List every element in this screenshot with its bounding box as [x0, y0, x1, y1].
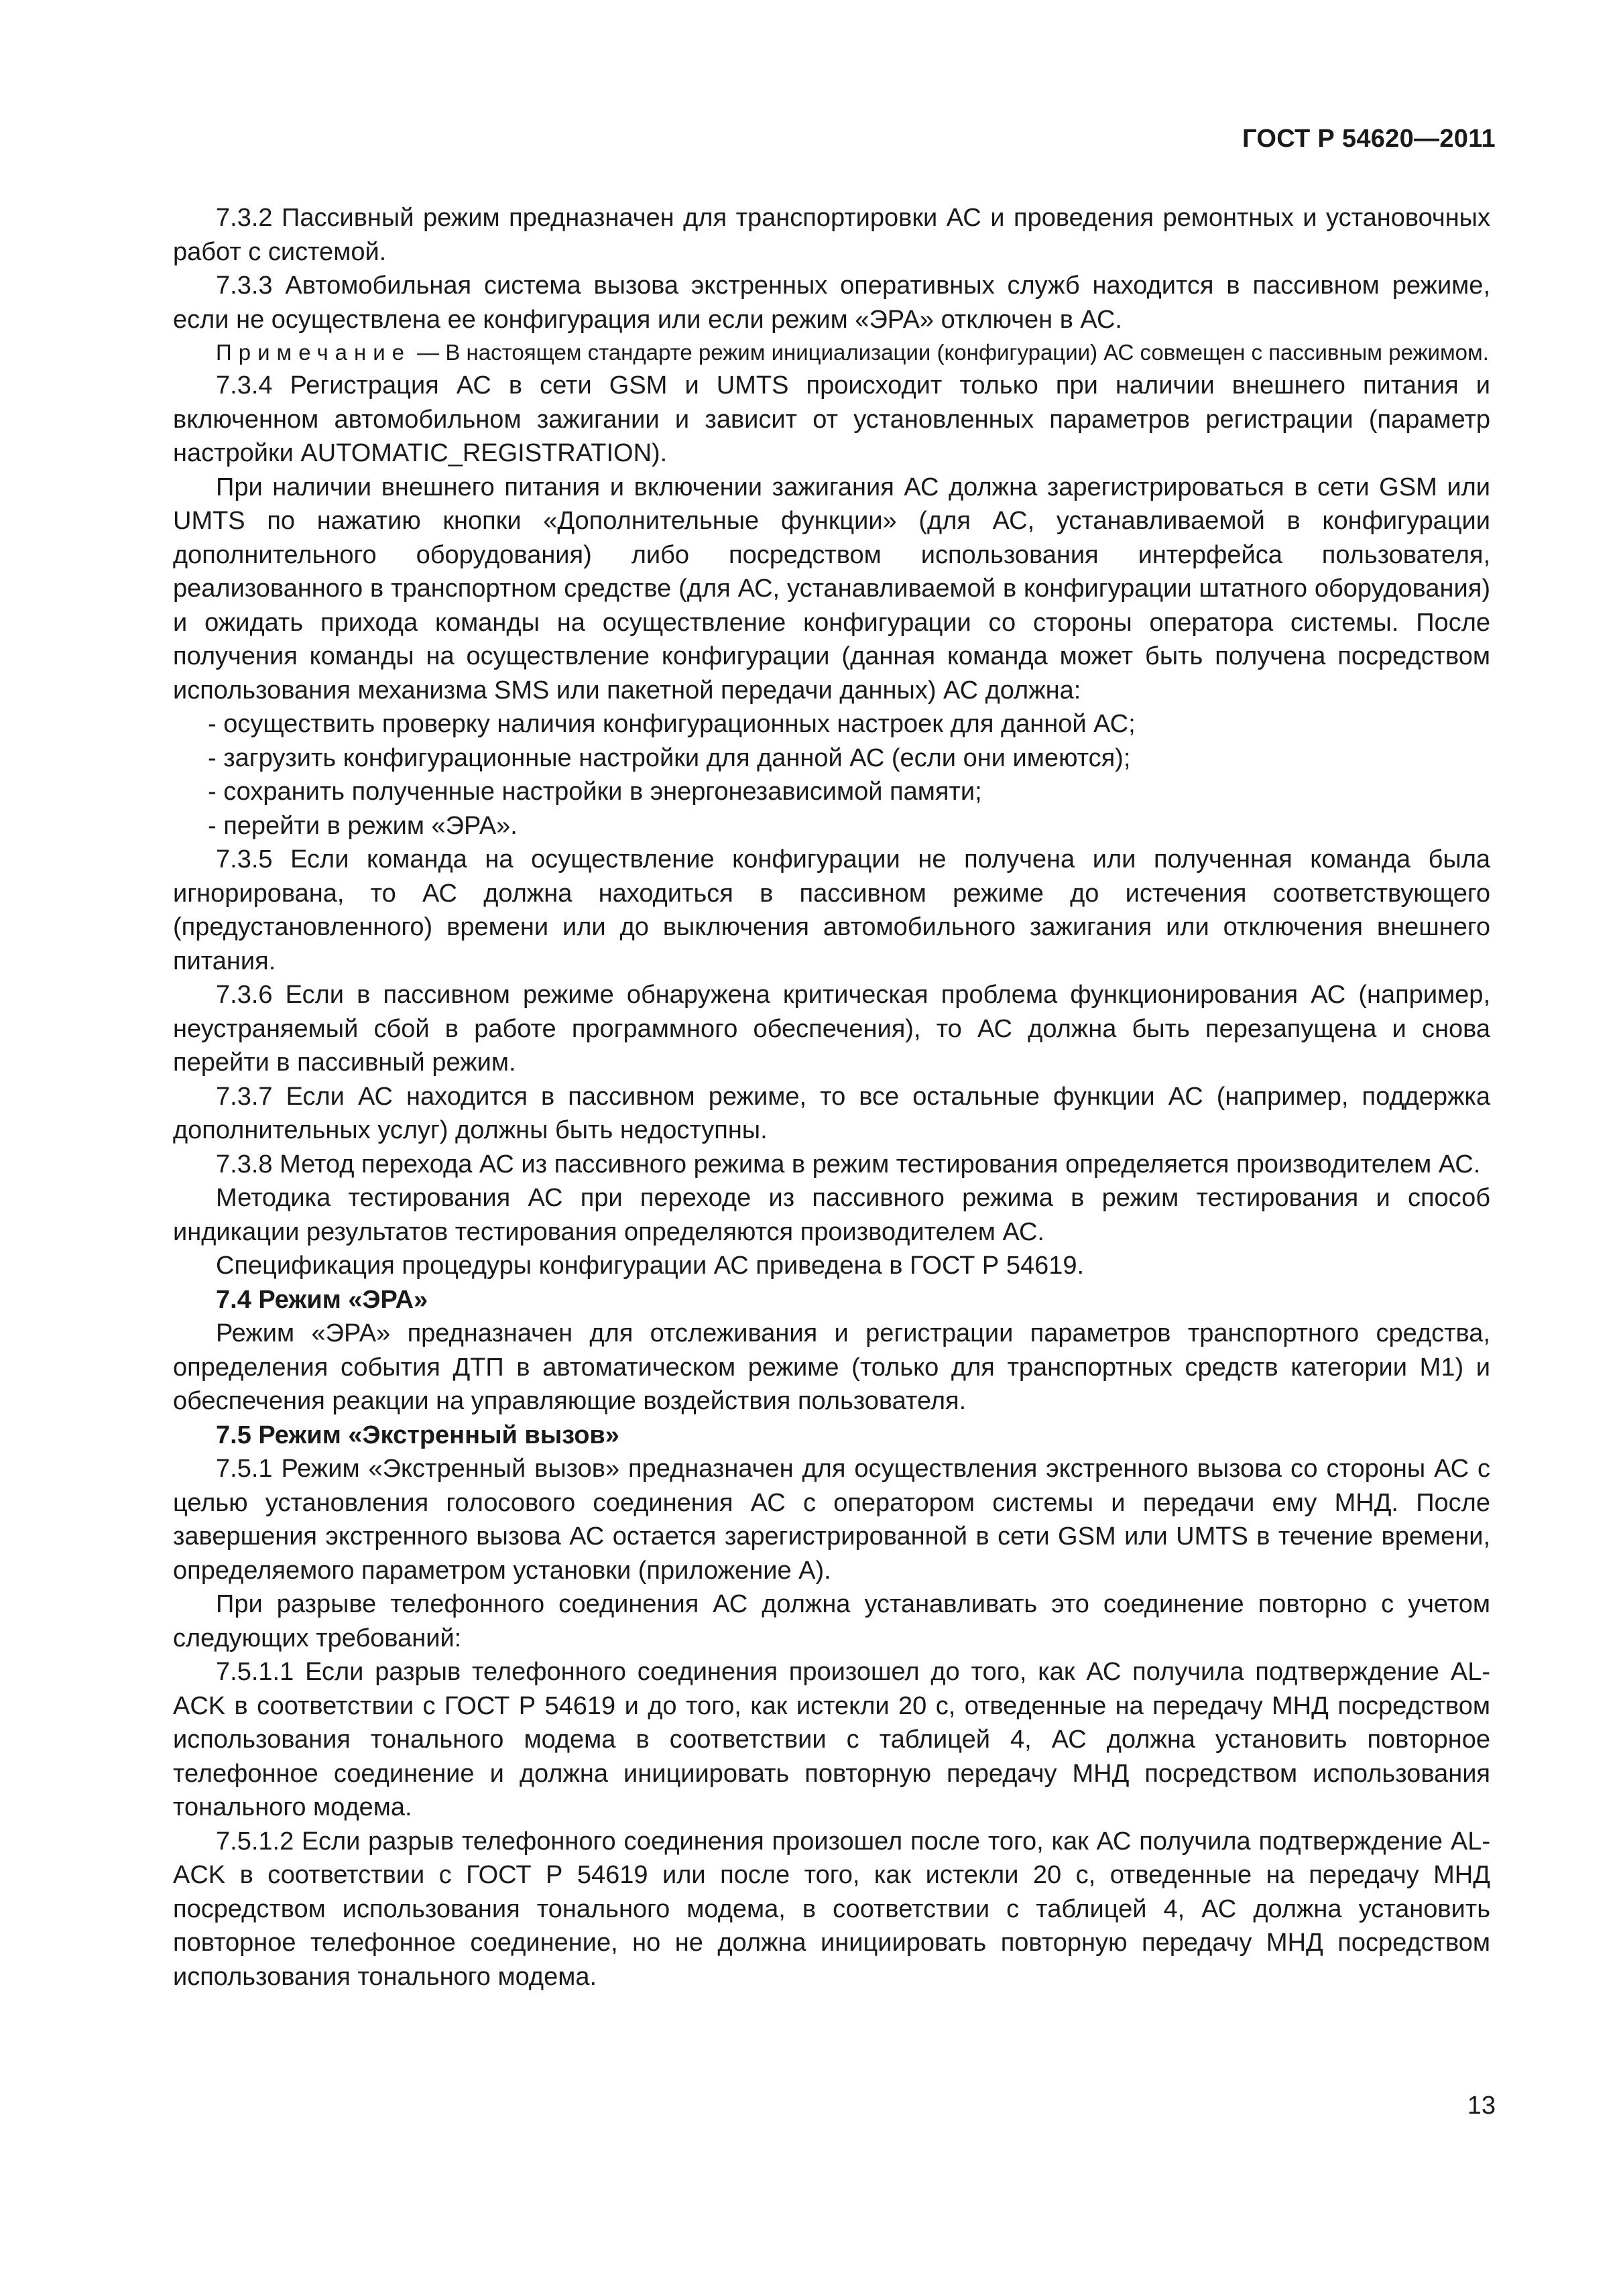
page-body — [173, 201, 1490, 1994]
paragraph-configuration-spec: Спецификация процедуры конфигурации АС приведена в ГОСТ Р 54619. — [216, 1252, 1085, 1280]
note-label: Примечание — [216, 340, 412, 365]
list-item: - сохранить полученные настройки в энергонезависимой памяти; — [208, 778, 982, 806]
paragraph-7-3-8: 7.3.8 Метод перехода АС из пассивного режима в режим тестирования определяется производителем АС. — [216, 1150, 1481, 1179]
paragraph-7-3-3: 7.3.3 Автомобильная система вызова экстренных оперативных служб находится в пассивном режиме, если не осуществлена ее конфигурация или если режим «ЭРА» отключен в АС. — [173, 271, 1490, 334]
paragraph-7-3-2: 7.3.2 Пассивный режим предназначен для транспортировки АС и проведения ремонтных и установочных работ с системой. — [173, 204, 1490, 266]
paragraph-connection-break: При разрыве телефонного соединения АС должна устанавливать это соединение повторно с учетом следующих требований: — [173, 1590, 1490, 1652]
paragraph-7-5-1-2: 7.5.1.2 Если разрыв телефонного соединения произошел после того, как АС получила подтверждение AL-ACK в соответствии с ГОСТ Р 54619 или после того, как истекли 20 с, отведенные на передачу МНД посредством использования тонального модема, в соответствии с таблицей 4, АС должна установить повторное телефонное соединение, но не должна инициировать повторную передачу МНД посредством использования тонального модема. — [173, 1827, 1490, 1991]
paragraph-7-3-6: 7.3.6 Если в пассивном режиме обнаружена критическая проблема функционирования АС (например, неустраняемый сбой в работе программного обеспечения), то АС должна быть перезапущена и снова перейти в пассивный режим. — [173, 981, 1490, 1077]
list-item: - перейти в режим «ЭРА». — [208, 811, 518, 840]
note — [173, 337, 1490, 369]
note-text: — В настоящем стандарте режим инициализации (конфигурации) АС совмещен с пассивным режимом. — [411, 340, 1489, 365]
page-number: 13 — [1467, 2092, 1496, 2120]
paragraph-7-3-7: 7.3.7 Если АС находится в пассивном режиме, то все остальные функции АС (например, поддержка дополнительных услуг) должны быть недоступны. — [173, 1082, 1490, 1144]
list-item: - осуществить проверку наличия конфигурационных настроек для данной АС; — [208, 710, 1136, 738]
paragraph-power-registration: При наличии внешнего питания и включении зажигания АС должна зарегистрироваться в сети GSM или UMTS по нажатию кнопки «Дополнительные функции» (для АС, устанавливаемой в конфигурации дополнительного оборудования) либо посредством использования интерфейса пользователя, реализованного в транспортном средстве (для АС, устанавливаемой в конфигурации штатного оборудования) и ожидать прихода команды на осуществление конфигурации со стороны оператора системы. После получения команды на осуществление конфигурации (данная команда может быть получена посредством использования механизма SMS или пакетной передачи данных) АС должна: — [173, 473, 1490, 705]
paragraph-testing-method: Методика тестирования АС при переходе из пассивного режима в режим тестирования и способ индикации результатов тестирования определяются производителем АС. — [173, 1184, 1490, 1246]
paragraph-7-5-1-1: 7.5.1.1 Если разрыв телефонного соединения произошел до того, как АС получила подтверждение AL-ACK в соответствии с ГОСТ Р 54619 и до того, как истекли 20 с, отведенные на передачу МНД посредством использования тонального модема в соответствии с таблицей 4, АС должна установить повторное телефонное соединение и должна инициировать повторную передачу МНД посредством использования тонального модема. — [173, 1658, 1490, 1821]
paragraph-7-5-1: 7.5.1 Режим «Экстренный вызов» предназначен для осуществления экстренного вызова со стороны АС с целью установления голосового соединения АС с оператором системы и передачи ему МНД. После завершения экстренного вызова АС остается зарегистрированной в сети GSM или UMTS в течение времени, определяемого параметром установки (приложение А). — [173, 1455, 1490, 1585]
standard-id-header: ГОСТ Р 54620—2011 — [1242, 125, 1496, 153]
paragraph-7-3-5: 7.3.5 Если команда на осуществление конфигурации не получена или полученная команда была игнорирована, то АС должна находиться в пассивном режиме до истечения соответствующего (предустановленного) времени или до выключения автомобильного зажигания или отключения внешнего питания. — [173, 845, 1490, 975]
list-item: - загрузить конфигурационные настройки для данной АС (если они имеются); — [208, 743, 1131, 772]
heading-7-4: 7.4 Режим «ЭРА» — [216, 1285, 428, 1314]
heading-7-5: 7.5 Режим «Экстренный вызов» — [216, 1421, 619, 1449]
paragraph-7-3-4: 7.3.4 Регистрация АС в сети GSM и UMTS происходит только при наличии внешнего питания и включенном автомобильном зажигании и зависит от установленных параметров регистрации (параметр настройки AUTOMATIC_REGISTRATION). — [173, 371, 1490, 467]
paragraph-7-4: Режим «ЭРА» предназначен для отслеживания и регистрации параметров транспортного средства, определения события ДТП в автоматическом режиме (только для транспортных средств категории М1) и обеспечения реакции на управляющие воздействия пользователя. — [173, 1319, 1490, 1415]
